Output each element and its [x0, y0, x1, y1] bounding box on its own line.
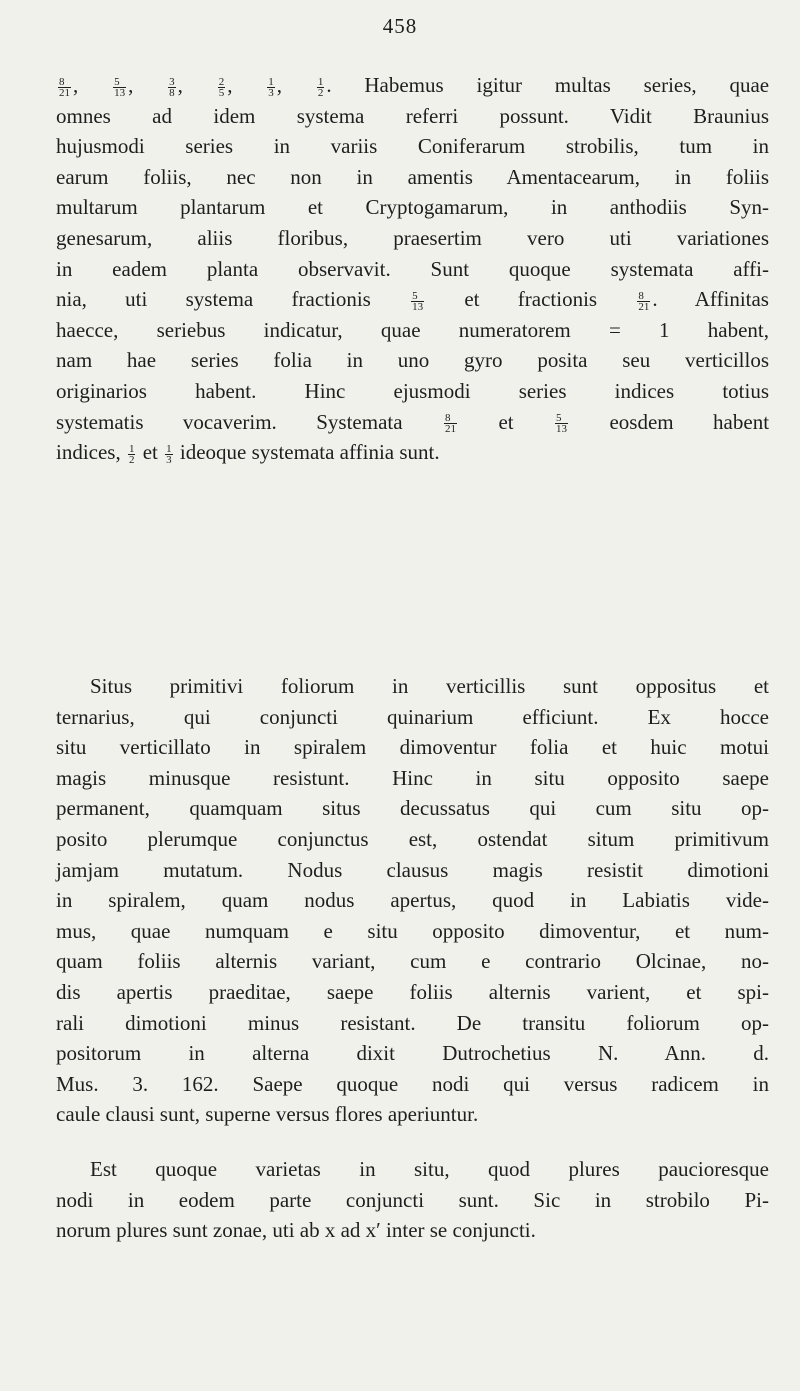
text-line: mus, quae numquam e situ opposito dimoventur, et num- — [56, 918, 769, 943]
text-line: Est quoque varietas in situ, quod plures paucioresque — [90, 1157, 769, 1181]
fraction: $\frac{1}{2}$ — [317, 75, 324, 99]
text-line: nodi in eodem parte conjuncti sunt. Sic in strobilo Pi- — [56, 1187, 769, 1212]
paragraph-3 — [56, 1154, 769, 1246]
fraction: $\frac{1}{3}$ — [268, 75, 274, 99]
text-line: jamjam mutatum. Nodus clausus magis resistit dimotioni — [56, 857, 769, 882]
text-line: earum foliis, nec non in amentis Amentacearum, in foliis — [56, 164, 769, 189]
text-line: haecce, seriebus indicatur, quae numeratorem = 1 habent, — [56, 317, 769, 342]
fraction: $\frac{5}{13}$ — [556, 412, 568, 436]
text-line: in eadem planta observavit. Sunt quoque systemata affi- — [56, 256, 769, 281]
text-line: indices, $\frac{1}{2}$ et $\frac{1}{3}$ ideoque systemata affinia sunt. — [56, 440, 440, 466]
text-line: norum plures sunt zonae, uti ab x ad x′ inter se conjuncti. — [56, 1218, 536, 1243]
text-line: hujusmodi series in variis Coniferarum strobilis, tum in — [56, 134, 769, 159]
text-line: rali dimotioni minus resistant. De transitu foliorum op- — [56, 1010, 769, 1035]
fraction: $\frac{1}{2}$ — [128, 442, 135, 466]
fraction: $\frac{8}{21}$ — [638, 289, 650, 313]
paragraph-2 — [56, 671, 769, 1130]
text-line: nia, uti systema fractionis $\frac{5}{13}$ et fractionis $\frac{8}{21}$ . Affinitas — [56, 287, 769, 313]
text-line: positorum in alterna dixit Dutrochetius N. Ann. d. — [56, 1041, 769, 1066]
text-line: $\frac{8}{21}$ , $\frac{5}{13}$ , $\frac{3}{8}$ , $\frac{2}{5}$ , $\frac{1}{3}$ , $\frac{1}{2}$ . Habemus igitur multas series, quae — [59, 73, 770, 99]
text-line: omnes ad idem systema referri possunt. Vidit Braunius — [56, 103, 769, 128]
text-line: caule clausi sunt, superne versus flores aperiuntur. — [56, 1102, 479, 1127]
text-line: posito plerumque conjunctus est, ostendat situm primitivum — [56, 826, 769, 851]
text-line: nam hae series folia in uno gyro posita seu verticillos — [56, 348, 769, 373]
fraction: $\frac{5}{13}$ — [114, 75, 126, 99]
text-line: originarios habent. Hinc ejusmodi series indices totius — [56, 378, 769, 403]
line-text: Habemus igitur multas series, quae — [364, 73, 770, 97]
text-line: in spiralem, quam nodus apertus, quod in Labiatis vide- — [56, 888, 769, 913]
text-line: Situs primitivi foliorum in verticillis sunt oppositus et — [90, 674, 769, 698]
fraction: $\frac{8}{21}$ — [59, 75, 70, 99]
text-line: ternarius, qui conjuncti quinarium efficiunt. Ex hocce — [56, 704, 769, 729]
text-line: genesarum, aliis floribus, praesertim vero uti variationes — [56, 225, 769, 250]
text-line: systematis vocaverim. Systemata $\frac{8}{21}$ et $\frac{5}{13}$ eosdem habent — [56, 409, 770, 436]
text-line: magis minusque resistunt. Hinc in situ opposito saepe — [56, 765, 769, 790]
text-line: multarum plantarum et Cryptogamarum, in anthodiis Syn- — [56, 195, 769, 220]
page-number: 458 — [382, 14, 418, 38]
fraction: $\frac{3}{8}$ — [169, 75, 175, 99]
text-line: quam foliis alternis variant, cum e contrario Olcinae, no- — [56, 949, 769, 974]
paragraph-1 — [56, 70, 769, 468]
fraction: $\frac{5}{13}$ — [412, 289, 424, 313]
text-line: permanent, quamquam situs decussatus qui cum situ op- — [56, 796, 769, 821]
fraction: $\frac{1}{3}$ — [166, 442, 172, 466]
fraction: $\frac{2}{5}$ — [218, 75, 225, 99]
text-line: dis apertis praeditae, saepe foliis alternis varient, et spi- — [56, 979, 769, 1004]
text-line: situ verticillato in spiralem dimoventur folia et huic motui — [56, 735, 769, 760]
text-line: Mus. 3. 162. Saepe quoque nodi qui versus radicem in — [56, 1071, 769, 1096]
fraction: $\frac{8}{21}$ — [445, 412, 456, 436]
